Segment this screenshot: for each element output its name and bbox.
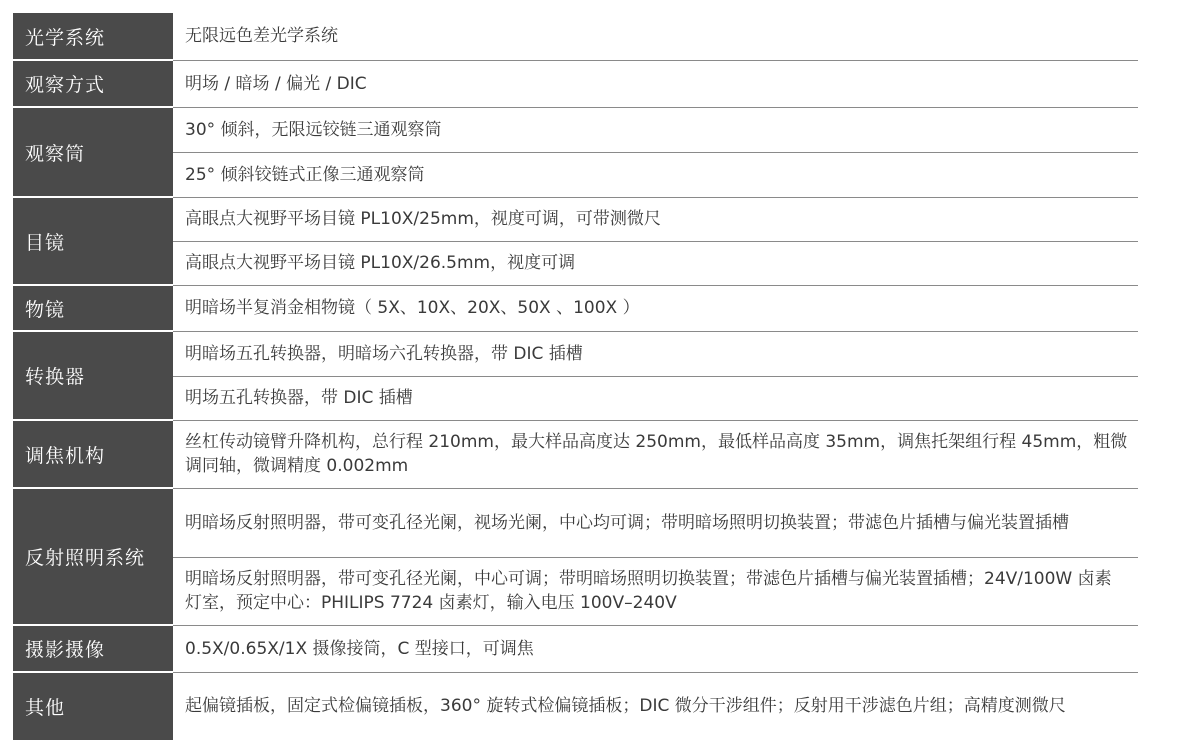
spec-value: 丝杠传动镜臂升降机构，总行程 210mm，最大样品高度达 250mm，最低样品高度 35mm，调焦托架组行程 45mm，粗微调同轴，微调精度 0.002mm — [173, 420, 1138, 488]
spec-row-optical-system — [13, 13, 1138, 60]
spec-label: 摄影摄像 — [13, 625, 173, 672]
spec-row-camera — [13, 625, 1138, 672]
spec-label: 光学系统 — [13, 13, 173, 60]
spec-label: 观察筒 — [13, 107, 173, 197]
spec-row-illumination-2 — [13, 557, 1138, 625]
spec-row-other — [13, 672, 1138, 740]
spec-table — [13, 13, 1138, 740]
spec-row-objective — [13, 285, 1138, 331]
spec-value: 高眼点大视野平场目镜 PL10X/25mm，视度可调，可带测微尺 — [173, 197, 1138, 241]
spec-row-viewing-head — [13, 107, 1138, 152]
spec-row-eyepiece — [13, 197, 1138, 241]
spec-label: 物镜 — [13, 285, 173, 331]
spec-row-eyepiece-2 — [13, 241, 1138, 285]
spec-value: 30° 倾斜，无限远铰链三通观察筒 — [173, 107, 1138, 152]
spec-row-nosepiece — [13, 331, 1138, 376]
spec-label: 观察方式 — [13, 60, 173, 107]
spec-value: 明场五孔转换器，带 DIC 插槽 — [173, 376, 1138, 420]
spec-label: 转换器 — [13, 331, 173, 420]
spec-value: 明暗场反射照明器，带可变孔径光阑，视场光阑，中心均可调；带明暗场照明切换装置；带滤色片插槽与偏光装置插槽 — [173, 488, 1138, 557]
spec-label: 其他 — [13, 672, 173, 740]
spec-value: 0.5X/0.65X/1X 摄像接筒，C 型接口，可调焦 — [173, 625, 1138, 672]
spec-value: 明暗场五孔转换器，明暗场六孔转换器，带 DIC 插槽 — [173, 331, 1138, 376]
spec-label: 反射照明系统 — [13, 488, 173, 625]
spec-value: 无限远色差光学系统 — [173, 13, 1138, 60]
spec-row-observation-mode — [13, 60, 1138, 107]
spec-row-focusing — [13, 420, 1138, 488]
spec-label: 目镜 — [13, 197, 173, 285]
spec-row-illumination — [13, 488, 1138, 557]
spec-value: 明场 / 暗场 / 偏光 / DIC — [173, 60, 1138, 107]
spec-value: 25° 倾斜铰链式正像三通观察筒 — [173, 152, 1138, 197]
spec-value: 明暗场反射照明器，带可变孔径光阑，中心可调；带明暗场照明切换装置；带滤色片插槽与偏光装置插槽；24V/100W 卤素灯室，预定中心：PHILIPS 7724 卤素灯，输入电压 100V–240V — [173, 557, 1138, 625]
spec-value: 明暗场半复消金相物镜（ 5X、10X、20X、50X 、100X ） — [173, 285, 1138, 331]
spec-label: 调焦机构 — [13, 420, 173, 488]
spec-row-nosepiece-2 — [13, 376, 1138, 420]
spec-value: 高眼点大视野平场目镜 PL10X/26.5mm，视度可调 — [173, 241, 1138, 285]
spec-row-viewing-head-2 — [13, 152, 1138, 197]
spec-value: 起偏镜插板，固定式检偏镜插板，360° 旋转式检偏镜插板；DIC 微分干涉组件；反射用干涉滤色片组；高精度测微尺 — [185, 696, 1066, 717]
